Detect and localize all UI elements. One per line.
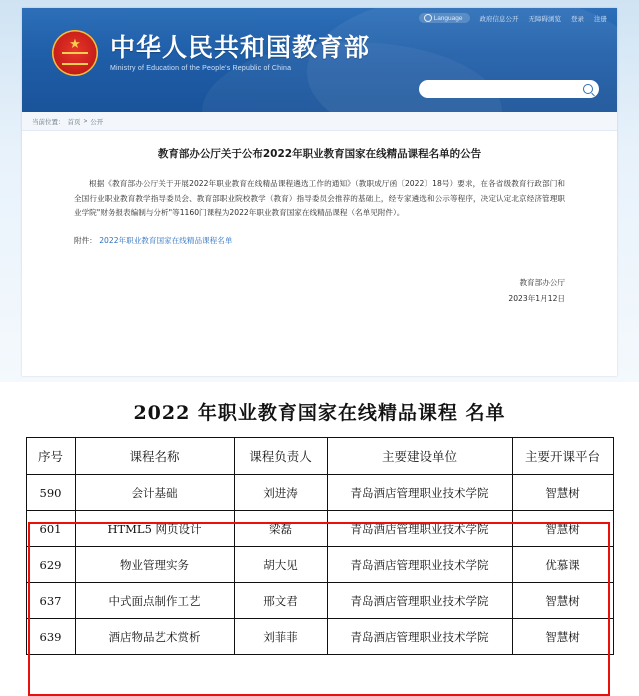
cell-unit: 青岛酒店管理职业技术学院 (327, 619, 512, 655)
column-header-course-name: 课程名称 (75, 438, 234, 475)
cell-platform: 智慧树 (512, 475, 613, 511)
cell-owner: 梁磊 (234, 511, 327, 547)
site-frame (22, 8, 617, 376)
document-paragraph: 根据《教育部办公厅关于开展2022年职业教育在线精品课程遴选工作的通知》（教职成厅函〔2022〕18号）要求，在各省级教育行政部门和全国行业职业教育教学指导委员会、教育部职业院校教学（教育）指导委员会推荐的基础上，经专家遴选和公示等程序，决定认定北京经济管理职业学院"财务报表编制与分析"等1160门课程为2022年职业教育国家在线精品课程（名单见附件）。 (74, 178, 565, 218)
issue-date: 2023年1月12日 (508, 294, 565, 304)
cell-no: 639 (26, 619, 75, 655)
document-attachment (74, 234, 565, 248)
top-navigation (419, 13, 607, 23)
table-header-row (26, 438, 613, 475)
cell-unit: 青岛酒店管理职业技术学院 (327, 547, 512, 583)
cell-owner: 刘进涛 (234, 475, 327, 511)
table-row (26, 583, 613, 619)
breadcrumb-item-home[interactable]: 首页 (67, 118, 81, 126)
cell-course-name: 会计基础 (75, 475, 234, 511)
cell-owner: 刘菲菲 (234, 619, 327, 655)
cell-owner: 胡大见 (234, 547, 327, 583)
table-row (26, 619, 613, 655)
nav-item-register[interactable]: 注册 (594, 15, 607, 23)
cell-course-name: 酒店物品艺术赏析 (75, 619, 234, 655)
language-switcher[interactable] (419, 13, 470, 23)
column-header-no: 序号 (26, 438, 75, 475)
attachment-link[interactable]: 2022年职业教育国家在线精品课程名单 (99, 236, 233, 246)
cell-no: 601 (26, 511, 75, 547)
site-title-english: Ministry of Education of the People's Republic of China (110, 65, 292, 73)
document-signature-block (74, 275, 565, 308)
table-row (26, 475, 613, 511)
column-header-owner: 课程负责人 (234, 438, 327, 475)
course-table (26, 437, 614, 655)
breadcrumb-label: 当前位置： (32, 118, 65, 126)
issuing-office: 教育部办公厅 (519, 277, 565, 287)
cell-platform: 优慕课 (512, 547, 613, 583)
cell-course-name: HTML5 网页设计 (75, 511, 234, 547)
document-body (22, 131, 617, 376)
document-title: 教育部办公厅关于公布2022年职业教育国家在线精品课程名单的公告 (157, 148, 482, 160)
cell-no: 629 (26, 547, 75, 583)
attachment-label: 附件： (74, 236, 97, 246)
nav-item-accessibility[interactable]: 无障碍浏览 (528, 15, 561, 23)
column-header-platform: 主要开课平台 (512, 438, 613, 475)
cell-owner: 邢文君 (234, 583, 327, 619)
cell-course-name: 中式面点制作工艺 (75, 583, 234, 619)
cell-no: 590 (26, 475, 75, 511)
globe-icon (424, 14, 432, 22)
nav-item-gov-info[interactable]: 政府信息公开 (479, 15, 519, 23)
cell-no: 637 (26, 583, 75, 619)
breadcrumb-separator: > (83, 117, 88, 125)
site-title-chinese: 中华人民共和国教育部 (110, 32, 371, 62)
course-list-region (0, 382, 639, 696)
nav-item-login[interactable]: 登录 (571, 15, 584, 23)
search-icon[interactable] (583, 84, 593, 94)
table-row (26, 547, 613, 583)
cell-unit: 青岛酒店管理职业技术学院 (327, 583, 512, 619)
table-row (26, 511, 613, 547)
site-branding (52, 30, 370, 76)
site-header (22, 8, 617, 112)
cell-unit: 青岛酒店管理职业技术学院 (327, 511, 512, 547)
search-input[interactable] (419, 80, 599, 98)
breadcrumb (22, 112, 617, 131)
language-label: Language (433, 14, 463, 22)
list-title: 2022 年职业教育国家在线精品课程 名单 (133, 402, 506, 424)
cell-platform: 智慧树 (512, 583, 613, 619)
cell-platform: 智慧树 (512, 619, 613, 655)
cell-course-name: 物业管理实务 (75, 547, 234, 583)
national-emblem-icon (52, 30, 98, 76)
breadcrumb-item-public[interactable]: 公开 (90, 118, 104, 126)
cell-unit: 青岛酒店管理职业技术学院 (327, 475, 512, 511)
column-header-unit: 主要建设单位 (327, 438, 512, 475)
cell-platform: 智慧树 (512, 511, 613, 547)
